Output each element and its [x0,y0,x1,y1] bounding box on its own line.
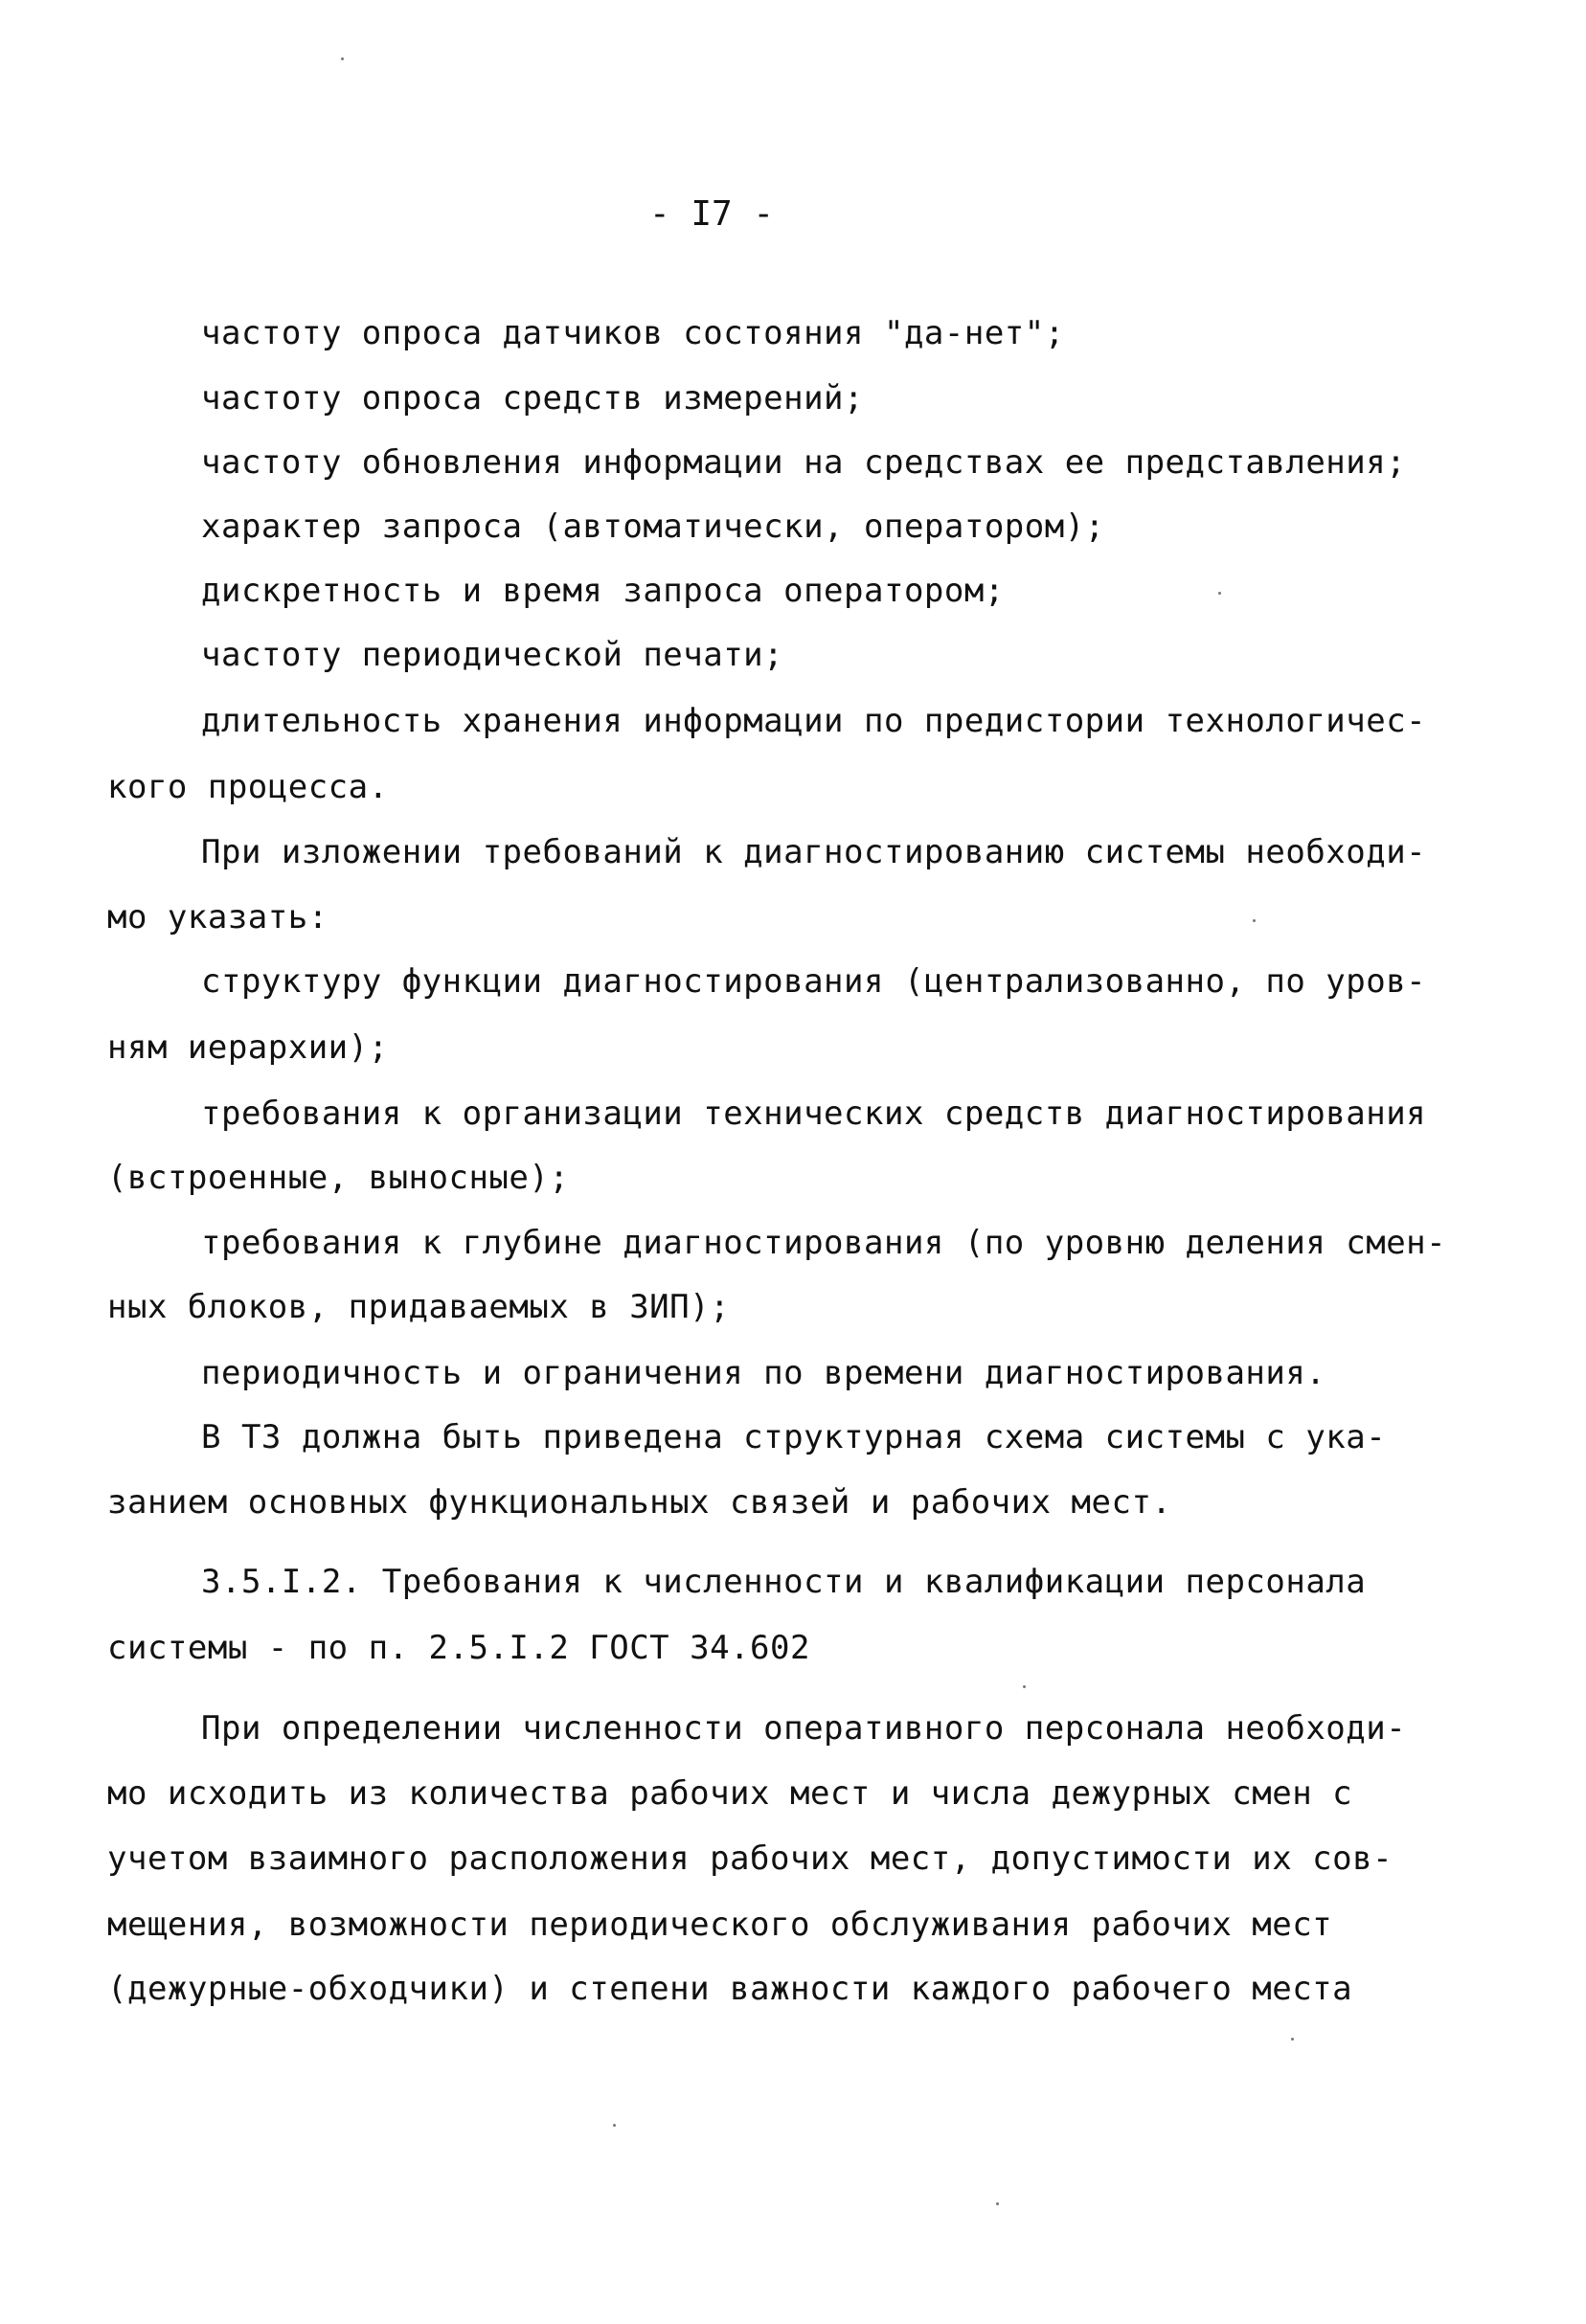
text-line: требования к глубине диагностирования (по уровню деления смен- [201,1224,1447,1262]
scan-speck [1218,592,1221,595]
text-line: (дежурные-обходчики) и степени важности каждого рабочего места [107,1970,1353,2008]
text-line: ных блоков, придаваемых в ЗИП); [107,1288,731,1326]
section-heading: 3.5.I.2. Требования к численности и квалификации персонала [201,1563,1367,1601]
text-line: характер запроса (автоматически, оператором); [201,508,1105,546]
text-line: дискретность и время запроса оператором; [201,572,1005,610]
text-line: При изложении требований к диагностированию системы необходи- [201,833,1427,871]
scan-speck [1253,919,1256,922]
text-line: ням иерархии); [107,1028,389,1067]
section-heading: системы - по п. 2.5.I.2 ГОСТ 34.602 [107,1629,810,1667]
text-line: В ТЗ должна быть приведена структурная схема системы с ука- [201,1418,1387,1456]
text-line: мо указать: [107,898,329,936]
text-line: требования к организации технических средств диагностирования [201,1094,1427,1133]
text-line: кого процесса. [107,768,389,806]
text-line: частоту опроса датчиков состояния "да-нет"; [201,314,1065,352]
text-line: частоту обновления информации на средствах ее представления; [201,443,1407,482]
text-line: периодичность и ограничения по времени диагностирования. [201,1354,1326,1392]
text-line: При определении численности оперативного персонала необходи- [201,1709,1407,1748]
text-line: (встроенные, выносные); [107,1159,570,1197]
scan-speck [996,2202,999,2205]
scan-speck [1023,1685,1026,1688]
text-line: частоту опроса средств измерений; [201,379,865,417]
text-line: структуру функции диагностирования (централизованно, по уров- [201,962,1427,1001]
text-line: учетом взаимного расположения рабочих мест, допустимости их сов- [107,1839,1393,1878]
page-number: - I7 - [649,194,775,234]
text-line: частоту периодической печати; [201,636,784,674]
text-line: мещения, возможности периодического обслуживания рабочих мест [107,1906,1333,1944]
scan-speck [613,2124,616,2127]
text-line: мо исходить из количества рабочих мест и числа дежурных смен с [107,1774,1353,1813]
scan-speck [1291,2038,1294,2041]
text-line: длительность хранения информации по предистории технологичес- [201,702,1427,740]
scan-speck [341,57,344,60]
text-line: занием основных функциональных связей и рабочих мест. [107,1483,1172,1522]
